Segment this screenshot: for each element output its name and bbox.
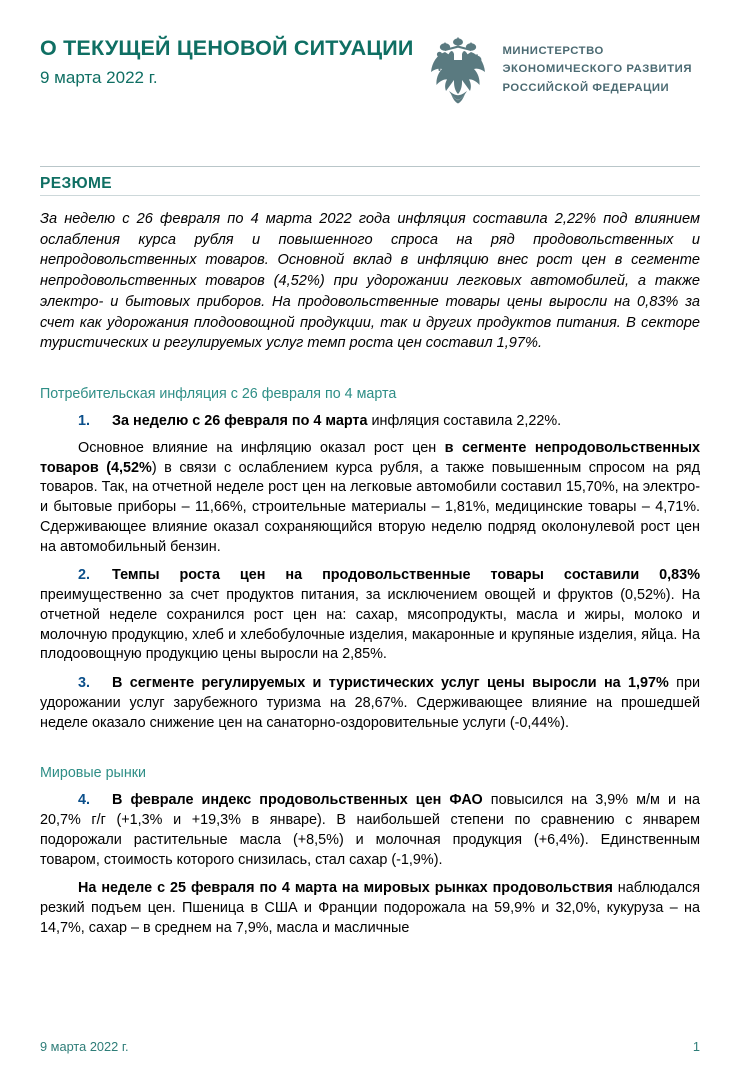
section-heading-consumer-inflation: Потребительская инфляция с 26 февраля по 4 марта bbox=[40, 386, 397, 403]
item-5-rest: наблюдался резкий подъем цен. Пшеница в США и Франции подорожала на 59,9% и 32,0%, кукуруза – на 14,7%, сахар – в среднем на 7,9%, масла и масличные bbox=[40, 880, 700, 936]
item-1-rest: инфляция составила 2,22%. bbox=[367, 413, 562, 430]
paragraph-item-5 bbox=[40, 879, 700, 938]
section-heading-world-markets: Мировые рынки bbox=[40, 765, 146, 782]
item-1-body-bold-1: в сегменте непродовольственных товаров (4,52% bbox=[40, 439, 700, 476]
item-4-rest: повысился на 3,9% м/м и на 20,7% г/г (+1,3% и +19,3% в январе). В наибольшей степени по сравнению с январем подорожали растительные масла (+8,5%) и молочная продукция (+6,4%). Единственным товаром, стоимость которого снизилась, стал сахар (-1,9%). bbox=[40, 792, 701, 868]
item-1-body-part-2: ) в связи с ослаблением курса рубля, а также повышенным спросом на ряд товаров. Так, на отчетной неделе рост цен на легковые автомобили составил 15,70%, на электро- и бытовые приборы – 11,66%, строительные материалы – 1,81%, медицинские товары – 4,71%. Сдерживающее влияние оказал сохраняющийся вторую неделю подряд околонулевой рост цен на автомобильный бензин. bbox=[40, 459, 700, 555]
document-header bbox=[40, 0, 700, 120]
item-number-3: 3. bbox=[78, 675, 91, 692]
russian-federation-coat-of-arms-icon bbox=[427, 36, 489, 104]
paragraph-item-2 bbox=[40, 566, 700, 665]
paragraph-item-4 bbox=[40, 791, 700, 870]
item-number-4: 4. bbox=[78, 792, 91, 809]
item-3-rest: при удорожании услуг зарубежного туризма на 28,67%. Сдерживающее влияние на прошедшей неделе оказало снижение цен на санаторно-оздоровительные услуги (-0,44%). bbox=[40, 675, 700, 731]
resume-paragraph: За неделю с 26 февраля по 4 марта 2022 года инфляция составила 2,22% под влиянием ослабления курса рубля и повышенного спроса на ряд продовольственных и непродовольственных товаров. Основной вклад в инфляцию внес рост цен в сегменте непродовольственных товаров (4,52%) при удорожании легковых автомобилей, а также электро- и бытовых приборов. На продовольственные товары цены выросли на 0,83% за счет как удорожания плодоовощной продукции, так и других продуктов питания. В секторе туристических и регулируемых услуг темп роста цен составил 1,97%. bbox=[40, 211, 700, 352]
ministry-line-2: ЭКОНОМИЧЕСКОГО РАЗВИТИЯ bbox=[502, 63, 692, 76]
paragraph-item-3 bbox=[40, 674, 700, 733]
page-title: О ТЕКУЩЕЙ ЦЕНОВОЙ СИТУАЦИИ bbox=[40, 36, 414, 60]
resume-divider bbox=[40, 195, 700, 196]
item-2-lead: Темпы роста цен на продовольственные товары составили 0,83% bbox=[112, 567, 700, 584]
item-4-lead: В феврале индекс продовольственных цен ФАО bbox=[112, 792, 483, 809]
ministry-name bbox=[502, 36, 692, 97]
item-1-lead: За неделю с 26 февраля по 4 марта bbox=[112, 413, 368, 430]
ministry-line-3: РОССИЙСКОЙ ФЕДЕРАЦИИ bbox=[502, 81, 670, 94]
paragraph-item-1-body bbox=[40, 439, 700, 557]
item-1-body-part-1: Основное влияние на инфляцию оказал рост цен bbox=[78, 439, 445, 456]
resume-heading: РЕЗЮМЕ bbox=[40, 175, 113, 192]
item-2-rest: преимущественно за счет продуктов питания, за исключением овощей и фруктов (0,52%). На отчетной неделе сохранился рост цен на: сахар, мясопродукты, масла и жиры, молоко и молочную продукцию, хлеб и хлебобулочные изделия, макаронные и крупяные изделия, яйца. На плодоовощную продукцию цены выросли на 2,85%. bbox=[40, 587, 700, 663]
ministry-line-1: МИНИСТЕРСТВО bbox=[502, 45, 604, 57]
item-5-lead: На неделе с 25 февраля по 4 марта на мировых рынках продовольствия bbox=[78, 880, 613, 897]
footer-date: 9 марта 2022 г. bbox=[40, 1039, 129, 1054]
item-number-2: 2. bbox=[78, 567, 91, 584]
footer-page-number: 1 bbox=[692, 1039, 700, 1054]
header-date: 9 марта 2022 г. bbox=[40, 67, 158, 87]
ministry-logo-block bbox=[427, 34, 700, 104]
item-number-1: 1. bbox=[78, 413, 91, 430]
header-divider bbox=[40, 166, 700, 167]
header-title-block bbox=[40, 34, 414, 87]
item-3-lead: В сегменте регулируемых и туристических услуг цены выросли на 1,97% bbox=[112, 675, 669, 692]
document-footer bbox=[40, 1039, 700, 1054]
paragraph-item-1 bbox=[40, 412, 700, 432]
